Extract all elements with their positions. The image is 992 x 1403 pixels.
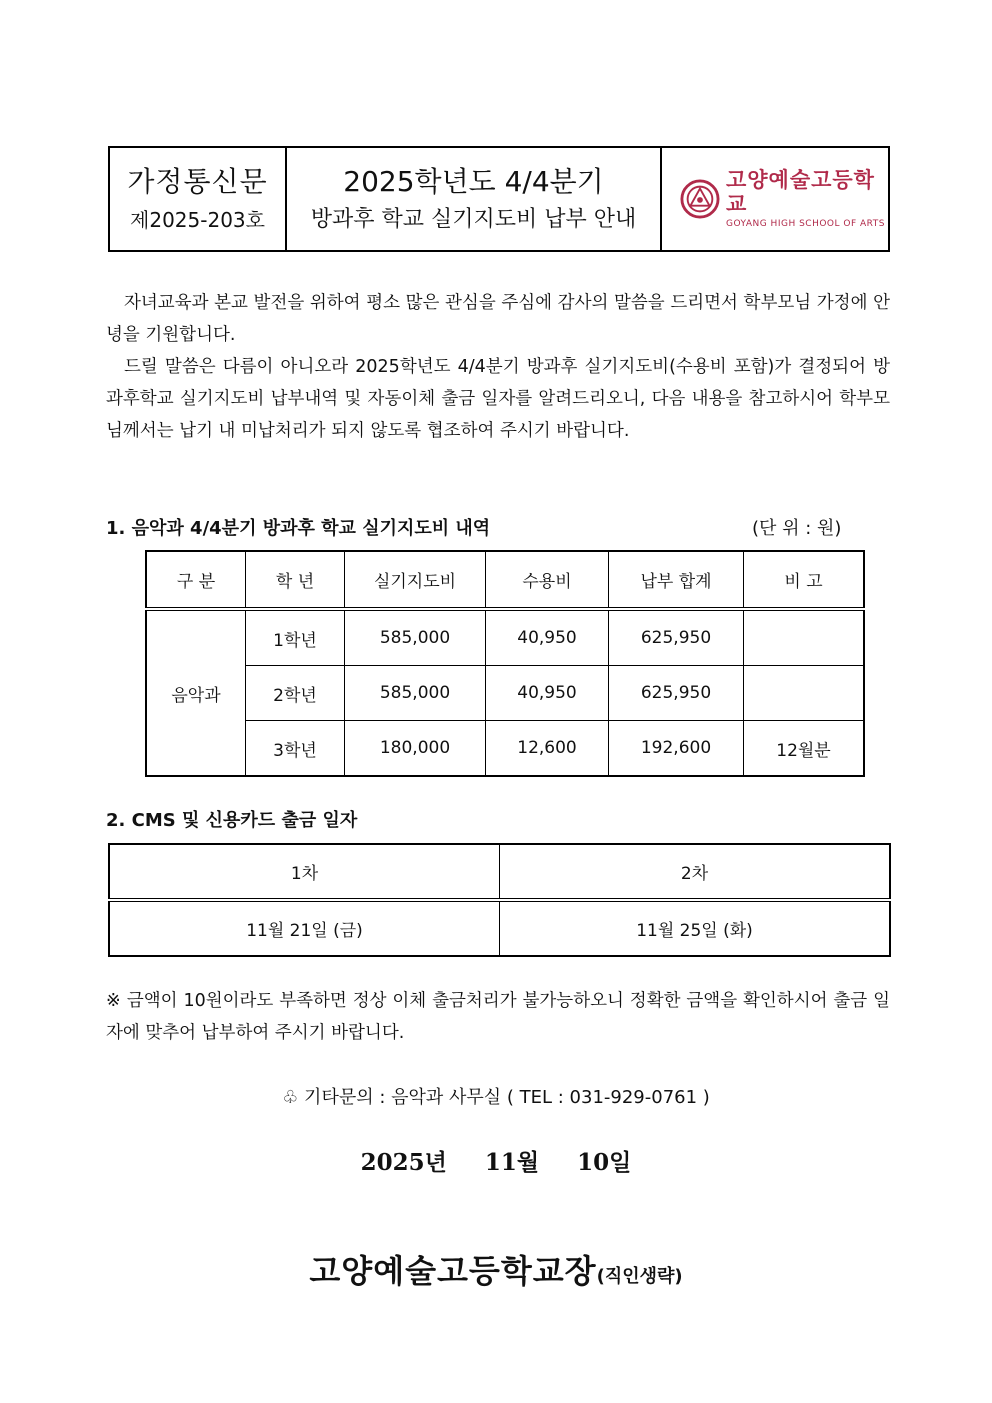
- total-cell: 192,600: [609, 721, 744, 777]
- logo-english: GOYANG HIGH SCHOOL OF ARTS: [725, 218, 885, 229]
- col-category: 구 분: [146, 551, 246, 609]
- round2-date: 11월 25일 (화): [500, 900, 891, 956]
- header-table: [108, 146, 890, 252]
- title-line2: 방과후 학교 실기지도비 납부 안내: [310, 207, 637, 233]
- payment-note: ※ 금액이 10원이라도 부족하면 정상 이체 출금처리가 불가능하오니 정확한 금액을 확인하시어 출금 일자에 맞추어 납부하여 주시기 바랍니다.: [106, 991, 890, 1043]
- col-supply: 수용비: [486, 551, 609, 609]
- notice-cell: [110, 148, 287, 250]
- title-cell: [287, 148, 662, 250]
- school-emblem-icon: [680, 178, 720, 220]
- logo-cell: [662, 148, 888, 250]
- intro-text-1: 자녀교육과 본교 발전을 위하여 평소 많은 관심을 주심에 감사의 말씀을 드리면서 학부모님 가정에 안녕을 기원합니다.: [106, 293, 890, 345]
- col-total: 납부 합계: [609, 551, 744, 609]
- unit-label: (단 위 : 원): [752, 518, 842, 539]
- logo-wordmark: [726, 169, 888, 228]
- col-fee: 실기지도비: [345, 551, 486, 609]
- round2-header: 2차: [500, 844, 891, 900]
- table-row: [146, 666, 864, 721]
- total-cell: 625,950: [609, 666, 744, 721]
- grade-cell: 3학년: [246, 721, 345, 777]
- intro-paragraph-2: [106, 351, 890, 447]
- supply-cell: 40,950: [486, 666, 609, 721]
- dept-cell: 음악과: [146, 609, 246, 776]
- fee-cell: 585,000: [345, 609, 486, 666]
- col-grade: 학 년: [246, 551, 345, 609]
- supply-cell: 12,600: [486, 721, 609, 777]
- principal-name: 고양예술고등학교장: [309, 1252, 597, 1290]
- fee-cell: 585,000: [345, 666, 486, 721]
- fee-table: [145, 550, 865, 777]
- supply-cell: 40,950: [486, 609, 609, 666]
- inquiry-line: ♧ 기타문의 : 음악과 사무실 ( TEL : 031-929-0761 ): [282, 1087, 710, 1108]
- section1-title: 1. 음악과 4/4분기 방과후 학교 실기지도비 내역: [106, 518, 491, 539]
- note-cell: 12월분: [744, 721, 865, 777]
- table-row: [146, 609, 864, 666]
- principal-signature: [0, 1246, 992, 1292]
- withdrawal-header-row: [109, 844, 890, 900]
- intro-paragraph-1: [106, 287, 890, 351]
- col-note: 비 고: [744, 551, 865, 609]
- grade-cell: 1학년: [246, 609, 345, 666]
- grade-cell: 2학년: [246, 666, 345, 721]
- withdrawal-table: [108, 843, 891, 957]
- notice-title: 가정통신문: [127, 164, 268, 198]
- notice-number: 제2025-203호: [130, 208, 265, 233]
- title-line1: 2025학년도 4/4분기: [343, 164, 604, 198]
- section2-title: 2. CMS 및 신용카드 출금 일자: [106, 810, 358, 831]
- seal-note: (직인생략): [596, 1266, 683, 1287]
- table-row: [109, 900, 890, 956]
- round1-header: 1차: [109, 844, 500, 900]
- note-cell: [744, 666, 865, 721]
- logo-korean: 고양예술고등학교: [725, 168, 875, 216]
- table-row: [146, 721, 864, 777]
- round1-date: 11월 21일 (금): [109, 900, 500, 956]
- fee-table-header-row: [146, 551, 864, 609]
- total-cell: 625,950: [609, 609, 744, 666]
- fee-cell: 180,000: [345, 721, 486, 777]
- issue-date: 2025년 11월 10일: [360, 1149, 632, 1176]
- note-cell: [744, 609, 865, 666]
- intro-text-2: 드릴 말씀은 다름이 아니오라 2025학년도 4/4분기 방과후 실기지도비(수용비 포함)가 결정되어 방과후학교 실기지도비 납부내역 및 자동이체 출금 일자를 알려드리오니, 다음 내용을 참고하시어 학부모님께서는 납기 내 미납처리가 되지 않도록 협조하여 주시기 바랍니다.: [106, 357, 890, 441]
